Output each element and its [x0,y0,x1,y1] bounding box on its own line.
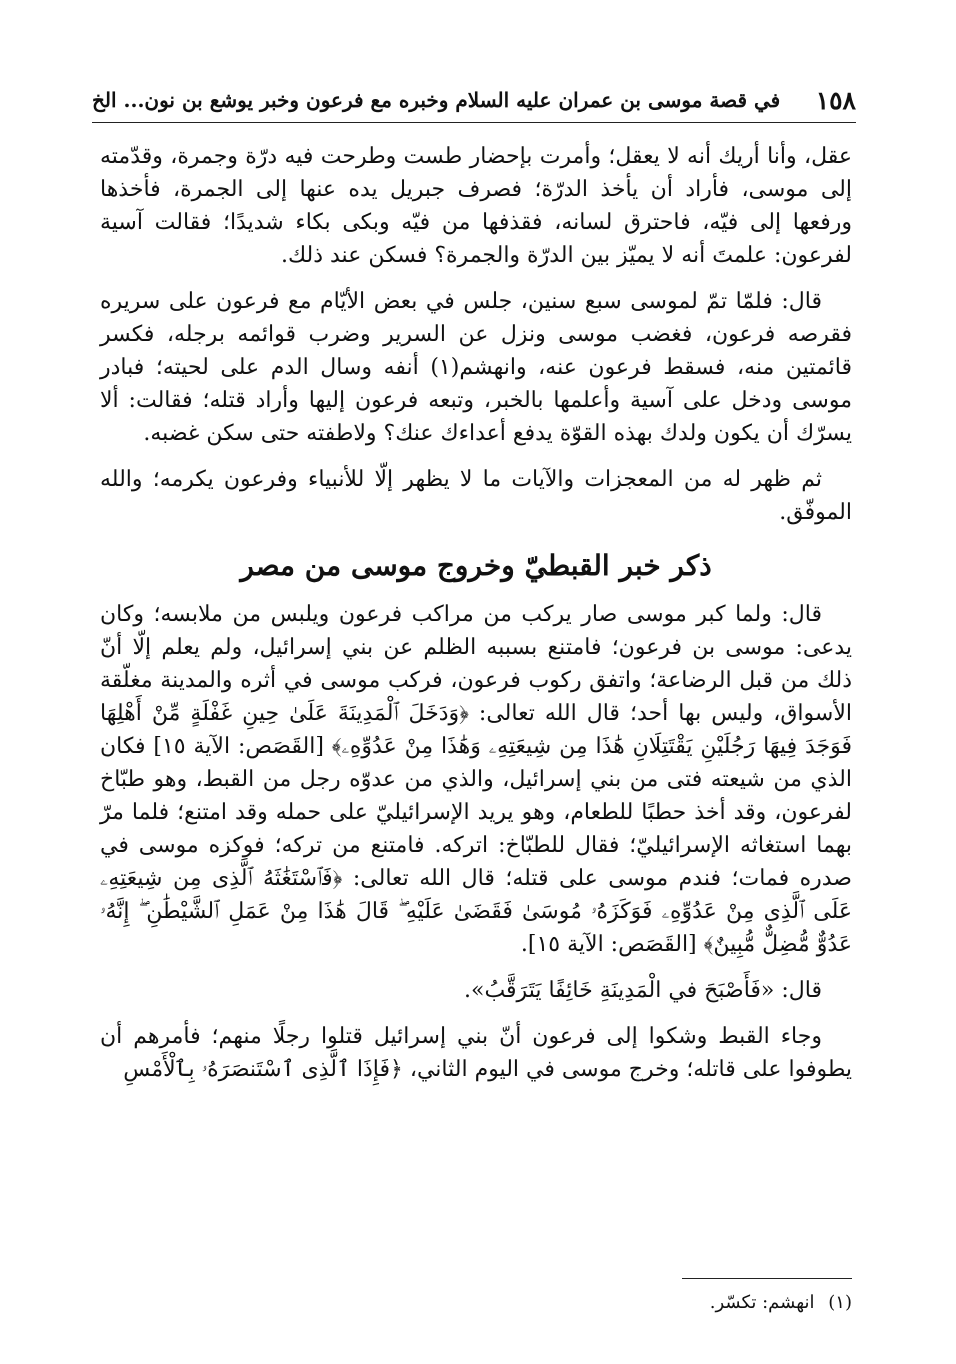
paragraph-2: قال: فلمّا تمّ لموسى سبع سنين، جلس في بعض الأيّام مع فرعون على سريره فقرصه فرعون، فغضب موسى ونزل عن السرير وضرب قوائمه برجله، فكسر قائمتين منه، فسقط فرعون عنه، وانهشم(١) أنفه وسال الدم على لحيته؛ فبادر موسى ودخل على آسية وأعلمها بالخبر، وتبعه فرعون إليها وأراد قتله؛ فقالت: ألا يسرّك أن يكون ولدك بهذه القوّة يدفع أعداءك عنك؟ ولاطفته حتى سكن غضبه. [100,289,852,446]
footnote-number: (١) [828,1292,852,1313]
page-body [100,140,852,1099]
section-paragraph-2: قال: «فَأَصْبَحَ في الْمَدِينَةِ خَائِفًا يَتَرَقَّبُ». [463,978,822,1003]
running-title: في قصة موسى بن عمران عليه السلام وخبره مع فرعون وخبر يوشع بن نون... الخ [92,88,781,112]
paragraph-1: عقل، وأنا أريك أنه لا يعقل؛ وأمرت بإحضار طست وطرحت فيه درّة وجمرة، وقدّمته إلى موسى، فأراد أن يأخذ الدرّة؛ فصرف جبريل يده عنها إلى الجمرة، فأخذها ورفعها إلى فيّه، فاحترق لسانه، فقذفها من فيّه وبكى بكاء شديدًا؛ فقالت آسية لفرعون: علمتَ أنه لا يميّز بين الدرّة والجمرة؟ فسكن عند ذلك. [100,144,852,268]
section-paragraph-3: وجاء القبط وشكوا إلى فرعون أنّ بني إسرائيل قتلوا رجلًا منهم؛ فأمرهم أن يطوفوا على قاتله؛ وخرج موسى في اليوم الثاني، ﴿فَإِذَا ٱلَّذِى ٱسْتَنصَرَهُۥ بِٱلْأَمْسِ [100,1024,852,1082]
section-heading: ذكر خبر القبطيّ وخروج موسى من مصر [240,549,712,582]
page-header [92,82,856,123]
paragraph-3: ثم ظهر له من المعجزات والآيات ما لا يظهر إلّا للأنبياء وفرعون يكرمه؛ والله الموفّق. [100,467,852,525]
footnote [710,1292,852,1313]
section-paragraph-1: قال: ولما كبر موسى صار يركب من مراكب فرعون ويلبس من ملابسه؛ وكان يدعى: موسى بن فرعون؛ فامتنع بسببه الظلم عن بني إسرائيل، ولم يعلم إلّا أنّ ذلك من قبل الرضاعة؛ واتفق ركوب فرعون، فركب موسى في أثره والمدينة مغلّقة الأسواق، وليس بها أحد؛ قال الله تعالى: ﴿وَدَخَلَ ٱلْمَدِينَةَ عَلَىٰ حِينِ غَفْلَةٍ مِّنْ أَهْلِهَا فَوَجَدَ فِيهَا رَجُلَيْنِ يَقْتَتِلَانِ هَٰذَا مِن شِيعَتِهِۦ وَهَٰذَا مِنْ عَدُوِّهِۦ﴾ [القَصَص: الآية ١٥] فكان الذي من شيعته فتى من بني إسرائيل، والذي من عدوّه رجل من القبط، وهو طبّاخ لفرعون، وقد أخذ حطبًا للطعام، وهو يريد الإسرائيليّ على حمله وقد امتنع؛ فلما مرّ بهما استغاثه الإسرائيليّ؛ فقال للطبّاخ: اتركه. فامتنع من تركه؛ فوكزه موسى في صدره فمات؛ فندم موسى على قتله؛ قال الله تعالى: ﴿فَٱسْتَغَٰثَهُ ٱلَّذِى مِن شِيعَتِهِۦ عَلَى ٱلَّذِى مِنْ عَدُوِّهِۦ فَوَكَزَهُۥ مُوسَىٰ فَقَضَىٰ عَلَيْهِ ۖ قَالَ هَٰذَا مِنْ عَمَلِ ٱلشَّيْطَٰنِ ۖ إِنَّهُۥ عَدُوٌّ مُّضِلٌّ مُّبِينٌ﴾ [القَصَص: الآية ١٥]. [100,602,852,957]
footnote-divider [682,1278,852,1279]
footnote-text: انهشم: تكسّر. [709,1292,815,1313]
page-number: ١٥٨ [815,85,856,115]
